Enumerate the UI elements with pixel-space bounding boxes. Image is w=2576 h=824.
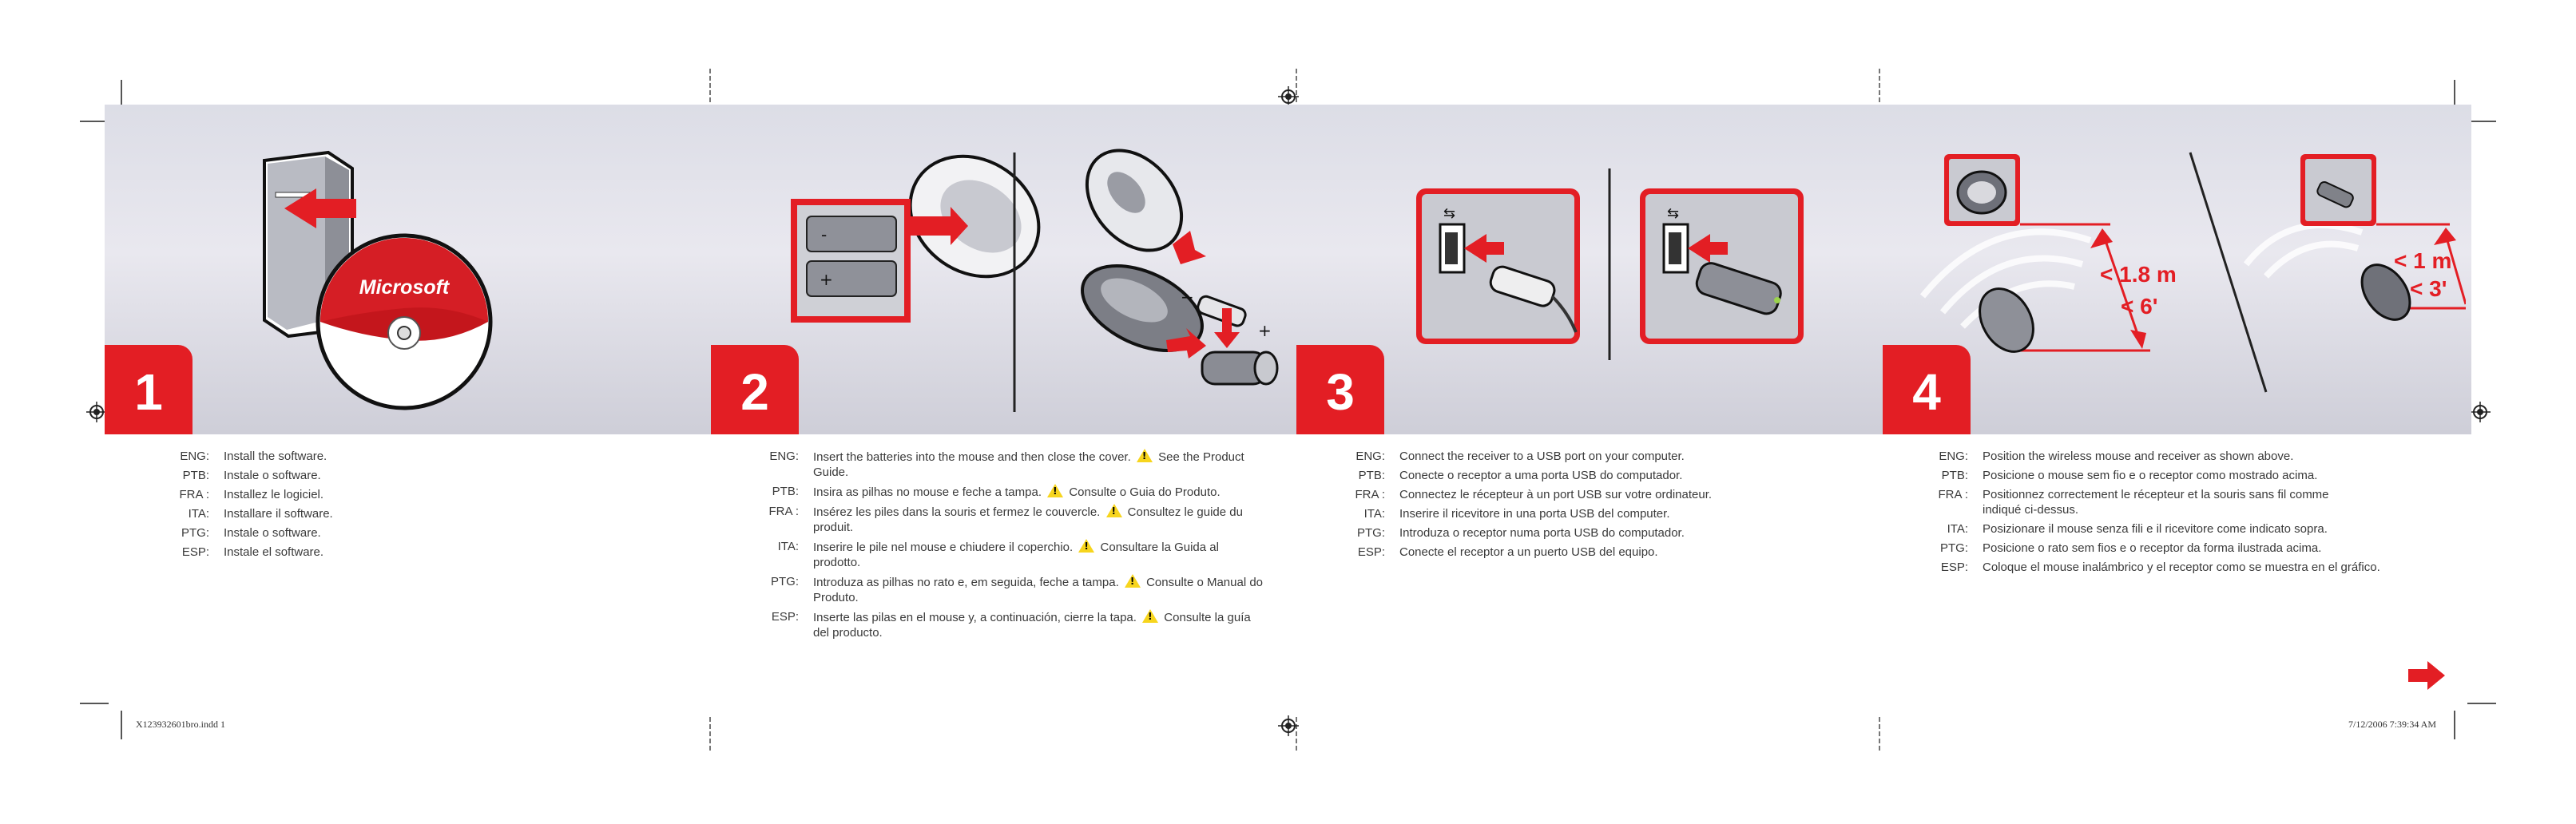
instruction-text: Posicione o rato sem fios e o receptor da forma ilustrada acima.: [1983, 541, 2322, 555]
instruction-text: Insérez les piles dans la souris et fermez le couvercle.: [813, 505, 1101, 519]
language-code: ITA:: [1363, 507, 1385, 521]
instruction-text: Coloque el mouse inalámbrico y el receptor como se muestra en el gráfico.: [1983, 561, 2380, 574]
distance-label-imperial-2: < 3': [2410, 276, 2447, 301]
instruction-row: [1927, 521, 2438, 537]
instruction-row: [1344, 525, 1839, 541]
instruction-row: [168, 468, 615, 483]
instruction-row: [1344, 545, 1839, 560]
instruction-text: Inserire le pile nel mouse e chiudere il coperchio.: [813, 541, 1074, 554]
warning-text: Consultare la Guida al prodotto.: [813, 541, 1219, 569]
step-number-badge: 4: [1883, 345, 1971, 434]
position-devices-illustration: [1907, 145, 2466, 408]
file-name-slug: X123932601bro.indd 1: [136, 719, 225, 730]
step-panel-2: [711, 105, 1296, 434]
instruction-text: Positionnez correctement le récepteur et la souris sans fil comme indiqué ci-dessus.: [1983, 488, 2329, 517]
connect-receiver-illustration: [1416, 168, 1816, 376]
instruction-row: [1927, 560, 2438, 575]
instruction-text: Inserire il ricevitore in una porta USB del computer.: [1399, 507, 1670, 521]
instruction-text: Installez le logiciel.: [224, 488, 324, 501]
language-code: FRA :: [1938, 488, 1968, 501]
crop-mark: [2454, 711, 2455, 739]
distance-label-metric: < 1.8 m: [2100, 262, 2177, 287]
step-panel-1: [105, 105, 692, 434]
language-code: ITA:: [188, 507, 209, 521]
install-software-illustration: [248, 145, 504, 416]
instruction-row: [168, 506, 615, 521]
language-code: ESP:: [1357, 545, 1385, 559]
step-1-instructions: [168, 449, 615, 564]
print-timestamp: 7/12/2006 7:39:34 AM: [2348, 719, 2437, 730]
language-code: ITA:: [1947, 522, 1968, 536]
warning-text: Consulte la guía del producto.: [813, 611, 1251, 640]
instruction-text: Connectez le récepteur à un port USB sur votre ordinateur.: [1399, 488, 1713, 501]
instruction-text: Instale el software.: [224, 545, 324, 559]
instruction-row: [1344, 506, 1839, 521]
instruction-text: Posicione o mouse sem fio e o receptor como mostrado acima.: [1983, 469, 2318, 482]
instruction-row: [1344, 468, 1839, 483]
instruction-row: [757, 449, 1268, 480]
instruction-text: Connect the receiver to a USB port on your computer.: [1399, 450, 1685, 463]
svg-text:⇆: ⇆: [1443, 205, 1456, 222]
instruction-row: [168, 487, 615, 502]
language-code: PTG:: [181, 526, 209, 540]
step-number-badge: 1: [105, 345, 193, 434]
instruction-row: [1927, 449, 2438, 464]
instruction-text: Inserte las pilas en el mouse y, a continuación, cierre la tapa.: [813, 611, 1137, 624]
instruction-text: Instale o software.: [224, 526, 321, 540]
instruction-text: Posizionare il mouse senza fili e il ricevitore come indicato sopra.: [1983, 522, 2328, 536]
instruction-row: [757, 574, 1268, 605]
svg-text:⇆: ⇆: [1667, 205, 1680, 222]
instruction-row: [168, 525, 615, 541]
language-code: PTB:: [1941, 469, 1968, 482]
instruction-row: [168, 449, 615, 464]
instruction-text: Installare il software.: [224, 507, 333, 521]
instruction-text: Insert the batteries into the mouse and then close the cover.: [813, 450, 1131, 464]
svg-text:+: +: [820, 270, 833, 289]
warning-icon: [1106, 504, 1122, 517]
warning-text: Consulte o Manual do Produto.: [813, 576, 1264, 604]
fold-mark: [709, 717, 711, 751]
instruction-row: [1927, 468, 2438, 483]
registration-mark-icon: [1278, 715, 1299, 736]
svg-text:−: −: [1181, 287, 1194, 307]
language-code: PTB:: [772, 485, 799, 498]
instruction-row: [168, 545, 615, 560]
step-number-badge: 2: [711, 345, 799, 434]
step-number-badge: 3: [1296, 345, 1384, 434]
instruction-row: [757, 504, 1268, 535]
language-code: PTB:: [182, 469, 209, 482]
language-code: ENG:: [1939, 450, 1968, 463]
step-panel-3: [1296, 105, 1883, 434]
fold-mark: [1879, 69, 1880, 102]
warning-text: See the Product Guide.: [813, 450, 1244, 479]
svg-text:+: +: [1258, 321, 1272, 340]
crop-mark: [2467, 121, 2496, 122]
step-panel-4: [1883, 105, 2471, 434]
insert-batteries-illustration: [791, 137, 1294, 424]
language-code: ENG:: [1355, 450, 1385, 463]
language-code: ITA:: [777, 540, 799, 553]
warning-icon: [1078, 539, 1094, 553]
step-4-instructions: [1927, 449, 2438, 579]
instruction-row: [757, 609, 1268, 640]
language-code: ESP:: [181, 545, 209, 559]
instruction-text: Introduza as pilhas no rato e, em seguida, feche a tampa.: [813, 576, 1119, 589]
language-code: ESP:: [1940, 561, 1968, 574]
language-code: ESP:: [771, 610, 799, 624]
warning-icon: [1125, 574, 1141, 588]
cd-label: Microsoft: [359, 276, 450, 299]
distance-label-imperial: < 6': [2121, 294, 2158, 319]
instruction-row: [1927, 541, 2438, 556]
language-code: FRA :: [768, 505, 799, 518]
distance-label-metric-2: < 1 m: [2394, 248, 2452, 273]
language-code: PTB:: [1358, 469, 1385, 482]
language-code: ENG:: [769, 450, 799, 463]
warning-icon: [1142, 609, 1158, 623]
instruction-text: Introduza o receptor numa porta USB do computador.: [1399, 526, 1685, 540]
instruction-text: Conecte o receptor a uma porta USB do computador.: [1399, 469, 1683, 482]
crop-mark: [80, 703, 109, 704]
svg-text:-: -: [821, 225, 828, 244]
instruction-text: Position the wireless mouse and receiver as shown above.: [1983, 450, 2294, 463]
instruction-row: [757, 484, 1268, 500]
registration-mark-icon: [2470, 402, 2491, 422]
warning-icon: [1137, 449, 1153, 462]
instruction-text: Conecte el receptor a un puerto USB del equipo.: [1399, 545, 1658, 559]
language-code: PTG:: [1356, 526, 1385, 540]
instruction-text: Install the software.: [224, 450, 327, 463]
instruction-text: Insira as pilhas no mouse e feche a tampa.: [813, 485, 1042, 499]
warning-text: Consultez le guide du produit.: [813, 505, 1243, 534]
warning-text: Consulte o Guia do Produto.: [1069, 485, 1221, 499]
fold-mark: [1879, 717, 1880, 751]
step-2-instructions: [757, 449, 1268, 644]
language-code: PTG:: [1939, 541, 1968, 555]
illustration-band: [105, 105, 2471, 434]
step-3-instructions: [1344, 449, 1839, 564]
language-code: ENG:: [180, 450, 209, 463]
warning-icon: [1047, 484, 1063, 497]
instruction-row: [757, 539, 1268, 570]
next-page-arrow-icon: [2408, 661, 2445, 690]
instruction-text: Instale o software.: [224, 469, 321, 482]
instruction-row: [1344, 487, 1839, 502]
crop-mark: [121, 711, 122, 739]
language-code: FRA :: [1355, 488, 1385, 501]
crop-mark: [2467, 703, 2496, 704]
instruction-row: [1344, 449, 1839, 464]
language-code: PTG:: [770, 575, 799, 588]
instruction-row: [1927, 487, 2438, 517]
fold-mark: [709, 69, 711, 102]
language-code: FRA :: [179, 488, 209, 501]
